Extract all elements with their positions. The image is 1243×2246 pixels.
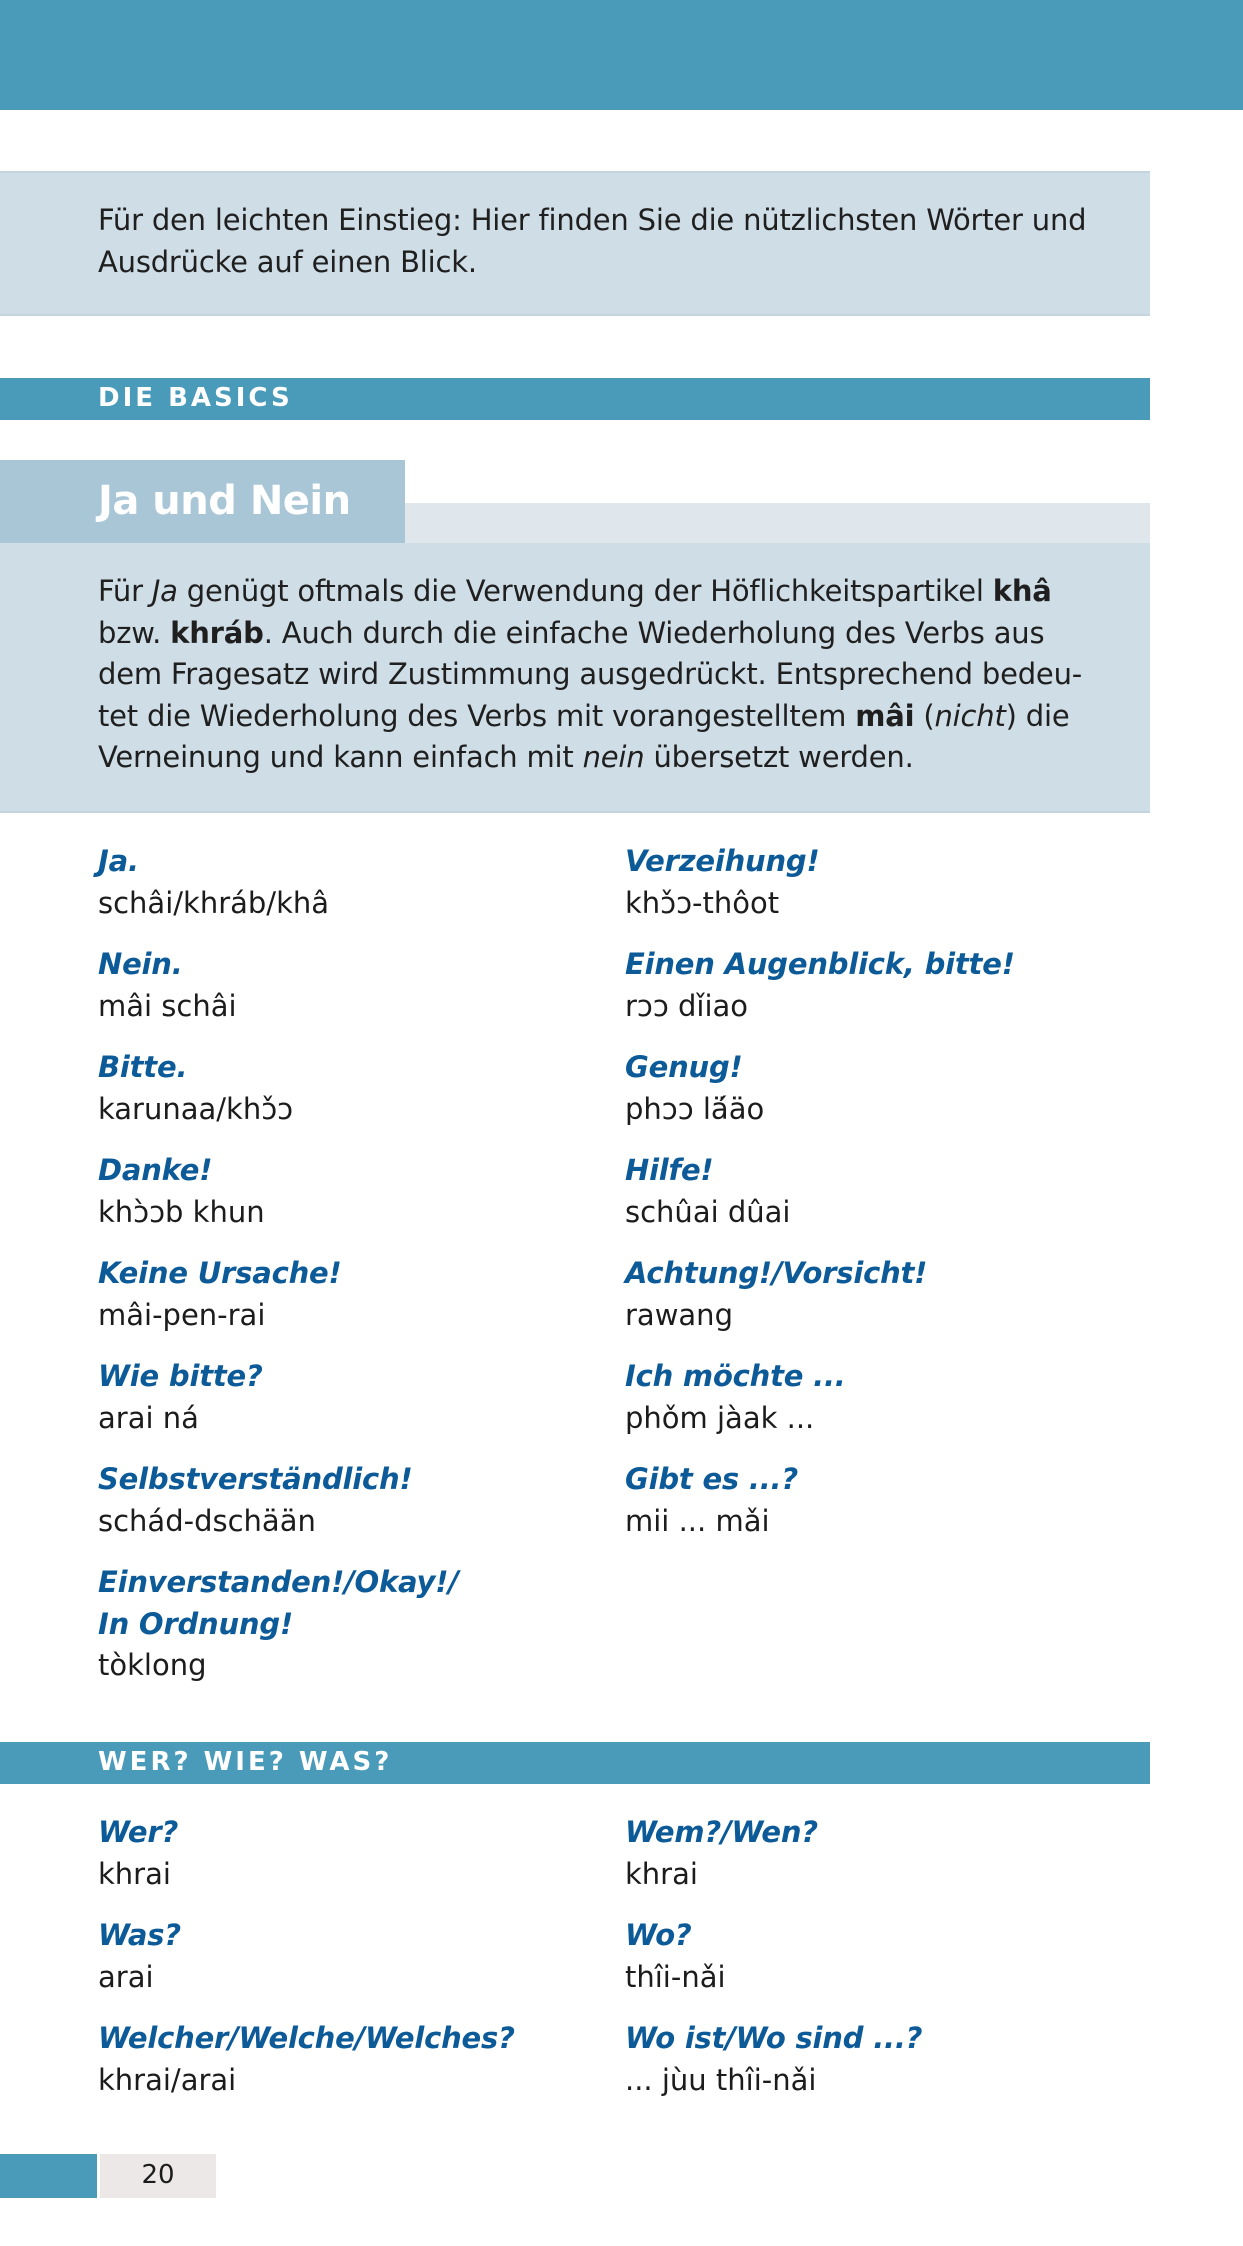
text-run: . Auch durch die einfache Wiederholung des Verbs aus dem Fragesatz wird Zustimmung ausgedrückt. Entsprechend bedeu-tet die Wiederholung des Verbs mit vorangestelltem <box>98 615 1083 733</box>
phrase-thai: schâi/khráb/khâ <box>98 885 330 920</box>
phrase-german: Wer? <box>98 1815 179 1849</box>
phrase-thai: thîi-nǎi <box>625 1959 726 1994</box>
text-run: genügt oftmals die Verwendung der Höflichkeitspartikel <box>177 574 993 608</box>
phrase-item <box>625 1047 1125 1130</box>
phrase-german-line1: Einverstanden!/Okay!/ <box>98 1565 459 1599</box>
phrase-german: Nein. <box>98 947 183 981</box>
phrase-item <box>98 1915 598 1998</box>
text-run: Für <box>98 574 152 608</box>
topic-text <box>98 571 1098 779</box>
phrase-german: Einen Augenblick, bitte! <box>625 947 1015 981</box>
text-run: ( <box>914 698 935 733</box>
header-bar <box>0 0 1243 110</box>
phrase-item <box>98 944 598 1027</box>
page-marker-bar <box>0 2154 97 2198</box>
phrase-thai: ... jùu thîi-nǎi <box>625 2062 817 2097</box>
phrase-thai: mii ... mǎi <box>625 1503 770 1538</box>
phrase-german: Wie bitte? <box>98 1359 263 1393</box>
section-title: DIE BASICS <box>98 383 293 413</box>
phrase-german: Gibt es ...? <box>625 1462 798 1496</box>
italic-term: nein <box>582 740 645 774</box>
phrase-item <box>625 1150 1125 1233</box>
phrase-item <box>625 1812 1125 1895</box>
phrase-german: Danke! <box>98 1153 213 1187</box>
intro-text: Für den leichten Einstieg: Hier finden Sie die nützlichsten Wörter und Ausdrücke auf einen Blick. <box>98 203 1087 279</box>
emphasis-term: khráb <box>170 615 264 650</box>
phrase-german: Was? <box>98 1918 181 1952</box>
phrase-item <box>625 1459 1125 1542</box>
phrase-thai: tòklong <box>98 1648 207 1682</box>
phrase-thai: phɔɔ lä́äo <box>625 1091 765 1126</box>
phrase-item <box>625 841 1125 924</box>
phrase-item <box>98 1356 598 1439</box>
phrase-item <box>98 1253 598 1336</box>
phrase-thai: rɔɔ dǐiao <box>625 988 749 1023</box>
phrase-thai: karunaa/khɔ̌ɔ <box>98 1091 294 1126</box>
page-number: 20 <box>141 2160 175 2190</box>
phrase-item <box>625 1253 1125 1336</box>
phrase-german: Keine Ursache! <box>98 1256 342 1290</box>
phrase-item <box>625 1915 1125 1998</box>
phrase-thai: rawang <box>625 1297 733 1332</box>
phrase-thai: khrai <box>98 1856 171 1891</box>
text-run: bzw. <box>98 615 171 650</box>
page-number-box <box>100 2154 216 2198</box>
section-header-basics <box>0 378 1150 420</box>
phrase-thai: schád-dschään <box>98 1503 316 1538</box>
emphasis-term: khâ <box>992 574 1052 608</box>
phrase-item <box>98 1562 598 1687</box>
phrase-item <box>98 1047 598 1130</box>
italic-term: Ja <box>151 574 178 608</box>
section-header-wer-wie-was <box>0 1742 1150 1784</box>
text-run: ) die Verneinung und kann einfach mit <box>98 698 1070 774</box>
emphasis-term: mâi <box>855 698 915 733</box>
phrase-german: Verzeihung! <box>625 844 820 878</box>
phrase-item <box>98 1812 598 1895</box>
phrase-thai: khrai <box>625 1856 698 1891</box>
phrase-item <box>625 2018 1125 2101</box>
phrase-item <box>625 1356 1125 1439</box>
phrase-item <box>98 841 598 924</box>
phrase-german: Welcher/Welche/Welches? <box>98 2021 515 2055</box>
intro-box <box>0 171 1150 316</box>
phrase-thai: mâi schâi <box>98 988 237 1023</box>
topic-title: Ja und Nein <box>98 478 351 524</box>
phrase-item <box>625 944 1125 1027</box>
text-run: übersetzt werden. <box>644 740 914 774</box>
phrase-german: Bitte. <box>98 1050 188 1084</box>
phrase-german: Achtung!/Vorsicht! <box>625 1256 928 1290</box>
section-title: WER? WIE? WAS? <box>98 1747 393 1777</box>
phrase-german: Ich möchte ... <box>625 1359 846 1393</box>
phrase-thai: arai <box>98 1959 154 1994</box>
phrase-german: Genug! <box>625 1050 743 1084</box>
phrase-thai: khɔ̌ɔ-thôot <box>625 885 780 920</box>
phrase-thai: phǒm jàak ... <box>625 1400 815 1435</box>
phrase-thai: khrai/arai <box>98 2062 237 2097</box>
phrase-german: Wo? <box>625 1918 692 1952</box>
phrase-german-line2: In Ordnung! <box>98 1606 293 1641</box>
phrase-german: Wem?/Wen? <box>625 1815 818 1849</box>
phrase-thai: arai ná <box>98 1400 199 1435</box>
phrase-german: Wo ist/Wo sind ...? <box>625 2021 923 2055</box>
phrase-item <box>98 1150 598 1233</box>
phrase-item <box>98 2018 598 2101</box>
phrase-german: Ja. <box>98 844 139 878</box>
phrase-thai: khɔ̀ɔb khun <box>98 1194 265 1229</box>
phrase-thai: mâi-pen-rai <box>98 1297 266 1332</box>
topic-header-strip <box>405 503 1150 543</box>
topic-box <box>0 543 1150 813</box>
phrase-thai: schûai dûai <box>625 1194 791 1229</box>
topic-tab <box>0 460 405 543</box>
phrase-german: Selbstverständlich! <box>98 1462 413 1496</box>
phrase-item <box>98 1459 598 1542</box>
italic-term: nicht <box>934 698 1006 733</box>
phrase-german: Hilfe! <box>625 1153 714 1187</box>
